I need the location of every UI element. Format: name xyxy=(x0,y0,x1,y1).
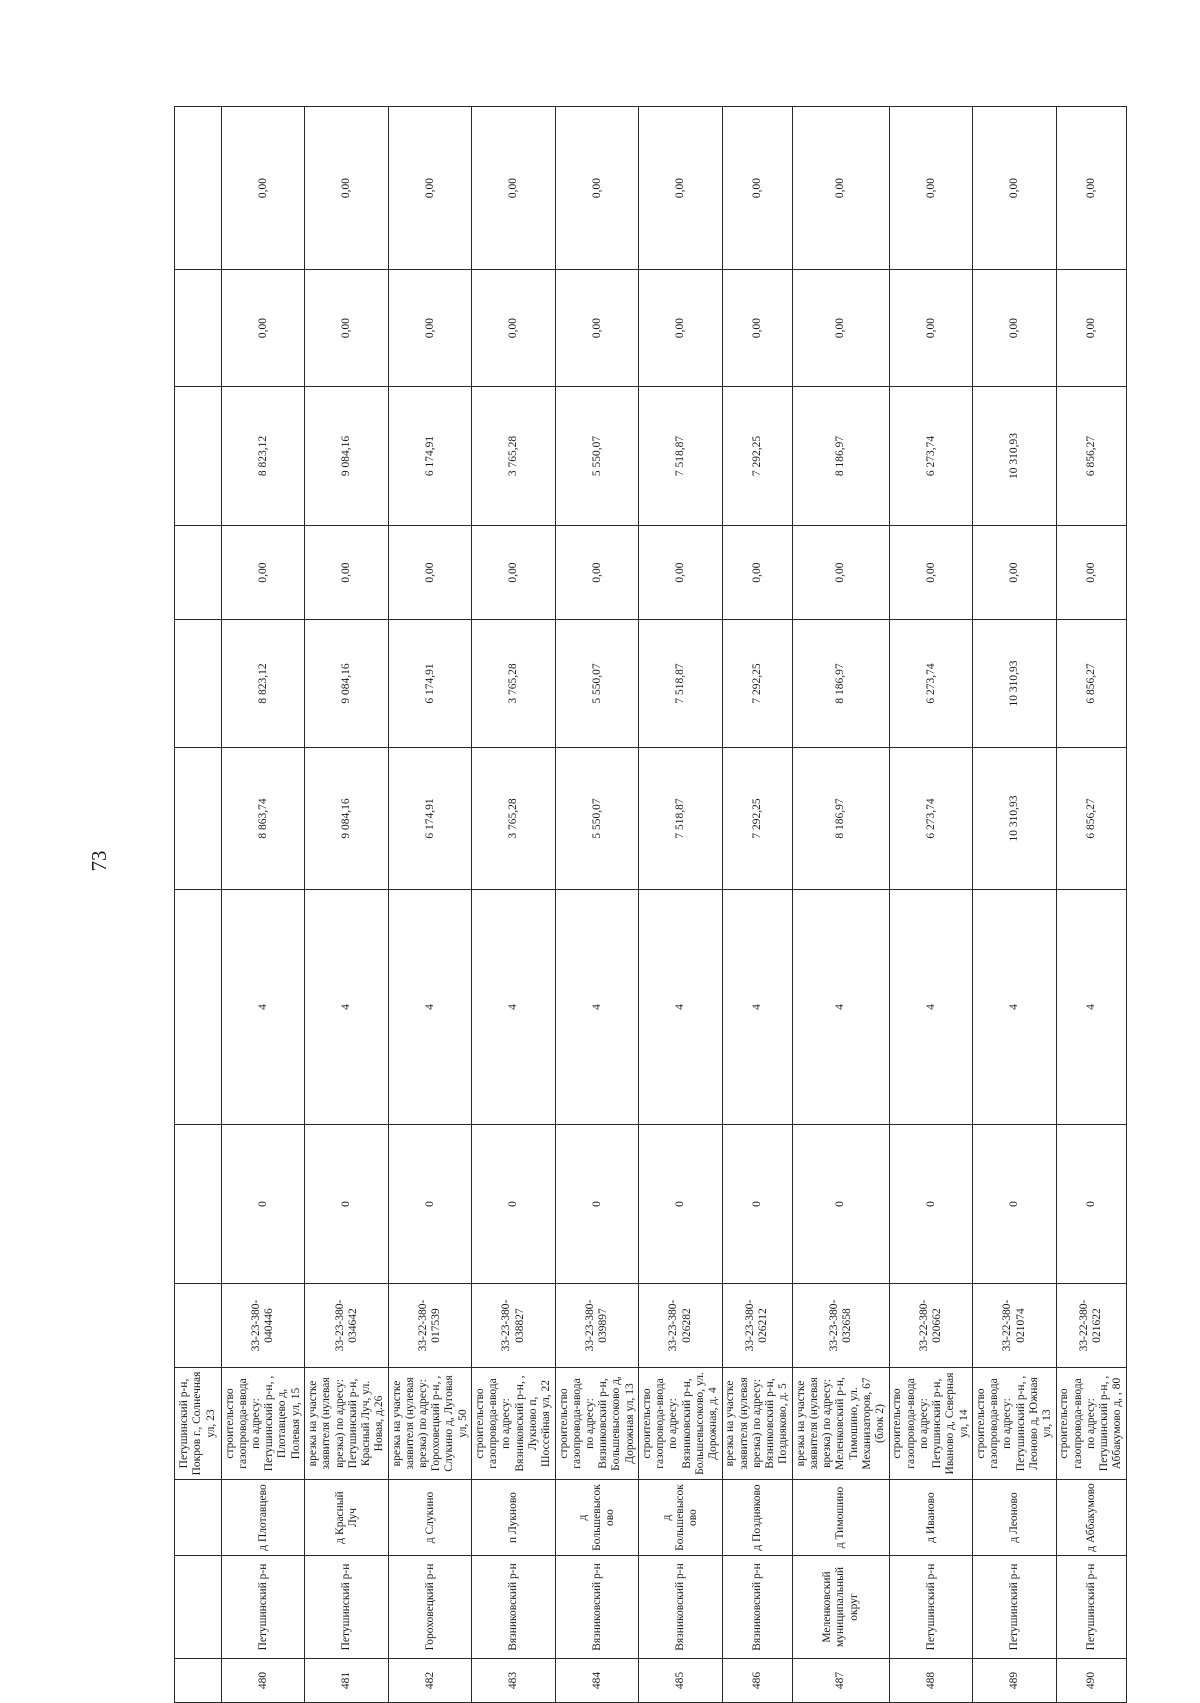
cell-c10: 0,00 xyxy=(305,526,388,620)
cell-c8: 5 550,07 xyxy=(555,748,638,890)
cell-description: Петушинский р-н, Покров г., Солнечная ул, 23 xyxy=(175,1368,222,1480)
cell-c8: 3 765,28 xyxy=(472,748,555,890)
table-body xyxy=(175,107,1127,1703)
cell-c11: 5 550,07 xyxy=(555,387,638,526)
cell-num: 487 xyxy=(792,1659,889,1703)
cell-district: Гороховецкий р-н xyxy=(388,1556,471,1659)
cell-settlement: д Большевысоково xyxy=(639,1480,722,1556)
cell-c12: 0,00 xyxy=(889,270,972,387)
cell-district: Петушинский р-н xyxy=(1056,1556,1126,1659)
cell-settlement: д Тимошино xyxy=(792,1480,889,1556)
cell-settlement: п Лукново xyxy=(472,1480,555,1556)
cell-c11: 8 186,97 xyxy=(792,387,889,526)
cell-num: 488 xyxy=(889,1659,972,1703)
cell-description: врезка на участке заявителя (нулевая врезка) по адресу: Меленковский р-н, Тимошино, ул. Механизаторов, 67 (блок 2) xyxy=(792,1368,889,1480)
cell-c8: 6 273,74 xyxy=(889,748,972,890)
cell-num: 480 xyxy=(222,1659,305,1703)
cell-district: Петушинский р-н xyxy=(305,1556,388,1659)
cell-c7: 4 xyxy=(639,890,722,1125)
cell-num: 481 xyxy=(305,1659,388,1703)
cell-c9: 9 084,16 xyxy=(305,620,388,748)
cell-c8: 8 186,97 xyxy=(792,748,889,890)
cell-c9: 6 856,27 xyxy=(1056,620,1126,748)
cell-c10: 0,00 xyxy=(792,526,889,620)
cell-district: Вязниковский р-н xyxy=(639,1556,722,1659)
table-row xyxy=(792,107,889,1703)
table-row xyxy=(175,107,222,1703)
cell-c12: 0,00 xyxy=(973,270,1056,387)
cell-description: строительство газопровода-ввода по адресу: Петушинский р-н, , Аббакумово д, , 80 xyxy=(1056,1368,1126,1480)
cell-district: Вязниковский р-н xyxy=(555,1556,638,1659)
cell-c10: 0,00 xyxy=(388,526,471,620)
cell-settlement: д Аббакумово xyxy=(1056,1480,1126,1556)
cell-c6: 0 xyxy=(472,1125,555,1284)
cell-c10: 0,00 xyxy=(555,526,638,620)
cell-settlement: д Леоново xyxy=(973,1480,1056,1556)
cell-c11: 7 518,87 xyxy=(639,387,722,526)
cell-district: Вязниковский р-н xyxy=(722,1556,792,1659)
cell-c10: 0,00 xyxy=(1056,526,1126,620)
cell-c7: 4 xyxy=(722,890,792,1125)
cell-code: 33-23-380-039897 xyxy=(555,1284,638,1368)
table-row xyxy=(722,107,792,1703)
cell-c12: 0,00 xyxy=(305,270,388,387)
cell-c6: 0 xyxy=(722,1125,792,1284)
cell-num: 490 xyxy=(1056,1659,1126,1703)
cell-description: врезка на участке заявителя (нулевая врезка) по адресу: Петушинский р-н, Красный Луч, ул. Новая, д.26 xyxy=(305,1368,388,1480)
cell-c8: 8 863,74 xyxy=(222,748,305,890)
cell-c7: 4 xyxy=(388,890,471,1125)
cell-c9: 7 292,25 xyxy=(722,620,792,748)
cell-settlement: д Иваново xyxy=(889,1480,972,1556)
cell-c11: 6 856,27 xyxy=(1056,387,1126,526)
cell-c12: 0,00 xyxy=(1056,270,1126,387)
cell-c8: 7 518,87 xyxy=(639,748,722,890)
cell-c8: 9 084,16 xyxy=(305,748,388,890)
cell-c13: 0,00 xyxy=(388,107,471,270)
cell-c9: 5 550,07 xyxy=(555,620,638,748)
page-number: 73 xyxy=(87,850,111,872)
cell-c13: 0,00 xyxy=(305,107,388,270)
cell-num: 482 xyxy=(388,1659,471,1703)
table-row xyxy=(555,107,638,1703)
cell-c8: 6 856,27 xyxy=(1056,748,1126,890)
cell-num: 485 xyxy=(639,1659,722,1703)
cell-c10: 0,00 xyxy=(722,526,792,620)
table-row xyxy=(222,107,305,1703)
cell-num xyxy=(175,1659,222,1703)
cell-code: 33-22-380-021622 xyxy=(1056,1284,1126,1368)
cell-c6: 0 xyxy=(222,1125,305,1284)
cell-code: 33-23-380-026282 xyxy=(639,1284,722,1368)
cell-c9: 10 310,93 xyxy=(973,620,1056,748)
cell-district: Петушинский р-н xyxy=(222,1556,305,1659)
cell-c6: 0 xyxy=(555,1125,638,1284)
cell-settlement: д Плотавцево xyxy=(222,1480,305,1556)
cell-c11: 7 292,25 xyxy=(722,387,792,526)
cell-c8 xyxy=(175,748,222,890)
table-row xyxy=(305,107,388,1703)
cell-district: Петушинский р-н xyxy=(973,1556,1056,1659)
cell-code: 33-22-380-020662 xyxy=(889,1284,972,1368)
cell-c11: 6 174,91 xyxy=(388,387,471,526)
cell-c7 xyxy=(175,890,222,1125)
cell-settlement: д Поздняково xyxy=(722,1480,792,1556)
cell-c6: 0 xyxy=(1056,1125,1126,1284)
cell-description: строительство газопровода-ввода по адресу: Петушинский р-н, Иваново д, Северная ул, 14 xyxy=(889,1368,972,1480)
cell-district: Вязниковский р-н xyxy=(472,1556,555,1659)
cell-c6: 0 xyxy=(639,1125,722,1284)
cell-c12: 0,00 xyxy=(722,270,792,387)
cell-num: 489 xyxy=(973,1659,1056,1703)
cell-c10: 0,00 xyxy=(639,526,722,620)
cell-c10: 0,00 xyxy=(889,526,972,620)
cell-c13: 0,00 xyxy=(889,107,972,270)
cell-description: строительство газопровода-ввода по адресу: Вязниковский р-н, Большевысоково д, Дорожная ул, 13 xyxy=(555,1368,638,1480)
cell-settlement: д Слукино xyxy=(388,1480,471,1556)
cell-c12: 0,00 xyxy=(639,270,722,387)
cell-c11: 3 765,28 xyxy=(472,387,555,526)
cell-c7: 4 xyxy=(472,890,555,1125)
cell-c12: 0,00 xyxy=(388,270,471,387)
cell-district: Петушинский р-н xyxy=(889,1556,972,1659)
cell-c8: 10 310,93 xyxy=(973,748,1056,890)
cell-c10 xyxy=(175,526,222,620)
cell-c13: 0,00 xyxy=(222,107,305,270)
cell-c7: 4 xyxy=(889,890,972,1125)
cell-c11: 10 310,93 xyxy=(973,387,1056,526)
cell-c13 xyxy=(175,107,222,270)
cell-code: 33-23-380-040446 xyxy=(222,1284,305,1368)
cell-code: 33-22-380-021074 xyxy=(973,1284,1056,1368)
cell-c8: 6 174,91 xyxy=(388,748,471,890)
cell-c13: 0,00 xyxy=(472,107,555,270)
cell-c9: 6 273,74 xyxy=(889,620,972,748)
cell-c13: 0,00 xyxy=(973,107,1056,270)
cell-c11: 6 273,74 xyxy=(889,387,972,526)
cell-description: строительство газопровода-ввода по адресу: Вязниковский р-н, Большевысоково, ул. Дорожная, д. 4 xyxy=(639,1368,722,1480)
cell-settlement xyxy=(175,1480,222,1556)
cell-code: 33-22-380-017539 xyxy=(388,1284,471,1368)
cell-c6 xyxy=(175,1125,222,1284)
cell-c11: 9 084,16 xyxy=(305,387,388,526)
cell-district xyxy=(175,1556,222,1659)
cell-c7: 4 xyxy=(222,890,305,1125)
cell-code xyxy=(175,1284,222,1368)
cell-c11: 8 823,12 xyxy=(222,387,305,526)
cell-c12: 0,00 xyxy=(555,270,638,387)
cell-c6: 0 xyxy=(792,1125,889,1284)
cell-c7: 4 xyxy=(1056,890,1126,1125)
cell-code: 33-23-380-032658 xyxy=(792,1284,889,1368)
cell-code: 33-23-380-034642 xyxy=(305,1284,388,1368)
cell-c13: 0,00 xyxy=(722,107,792,270)
cell-c9 xyxy=(175,620,222,748)
cell-c9: 3 765,28 xyxy=(472,620,555,748)
cell-code: 33-23-380-026212 xyxy=(722,1284,792,1368)
cell-c6: 0 xyxy=(973,1125,1056,1284)
cell-c11 xyxy=(175,387,222,526)
data-table xyxy=(174,106,1127,1703)
cell-code: 33-23-380-038827 xyxy=(472,1284,555,1368)
table-row xyxy=(388,107,471,1703)
cell-num: 486 xyxy=(722,1659,792,1703)
cell-c6: 0 xyxy=(305,1125,388,1284)
cell-c9: 7 518,87 xyxy=(639,620,722,748)
cell-c8: 7 292,25 xyxy=(722,748,792,890)
cell-description: врезка на участке заявителя (нулевая врезка) по адресу: Гороховецкий р-н, , Слукино д, Луговая ул, 50 xyxy=(388,1368,471,1480)
cell-c7: 4 xyxy=(555,890,638,1125)
cell-description: врезка на участке заявителя (нулевая врезка) по адресу: Вязниковский р-н, Поздняково, д. 5 xyxy=(722,1368,792,1480)
cell-c12: 0,00 xyxy=(222,270,305,387)
cell-c13: 0,00 xyxy=(639,107,722,270)
cell-c7: 4 xyxy=(305,890,388,1125)
cell-c7: 4 xyxy=(973,890,1056,1125)
cell-c7: 4 xyxy=(792,890,889,1125)
cell-num: 483 xyxy=(472,1659,555,1703)
cell-num: 484 xyxy=(555,1659,638,1703)
cell-description: строительство газопровода-ввода по адресу: Вязниковский р-н, , Лукново п, Шоссейная ул, 22 xyxy=(472,1368,555,1480)
cell-c6: 0 xyxy=(388,1125,471,1284)
cell-settlement: д Красный Луч xyxy=(305,1480,388,1556)
cell-c12: 0,00 xyxy=(472,270,555,387)
cell-c13: 0,00 xyxy=(1056,107,1126,270)
cell-c10: 0,00 xyxy=(973,526,1056,620)
cell-c13: 0,00 xyxy=(792,107,889,270)
cell-description: строительство газопровода-ввода по адресу: Петушинский р-н, , Леоново д, Южная ул, 13 xyxy=(973,1368,1056,1480)
table-row xyxy=(1056,107,1126,1703)
cell-c10: 0,00 xyxy=(222,526,305,620)
table-row xyxy=(472,107,555,1703)
cell-c6: 0 xyxy=(889,1125,972,1284)
table-row xyxy=(639,107,722,1703)
table-row xyxy=(889,107,972,1703)
cell-c9: 6 174,91 xyxy=(388,620,471,748)
rotated-table-container xyxy=(174,107,1127,1703)
table-row xyxy=(973,107,1056,1703)
cell-c10: 0,00 xyxy=(472,526,555,620)
cell-c12 xyxy=(175,270,222,387)
cell-settlement: д Большевысоково xyxy=(555,1480,638,1556)
cell-c9: 8 186,97 xyxy=(792,620,889,748)
cell-c13: 0,00 xyxy=(555,107,638,270)
cell-c9: 8 823,12 xyxy=(222,620,305,748)
cell-district: Меленковский муниципальный округ xyxy=(792,1556,889,1659)
cell-c12: 0,00 xyxy=(792,270,889,387)
cell-description: строительство газопровода-ввода по адресу: Петушинский р-н, , Плотавцево д, Полевая ул, 15 xyxy=(222,1368,305,1480)
